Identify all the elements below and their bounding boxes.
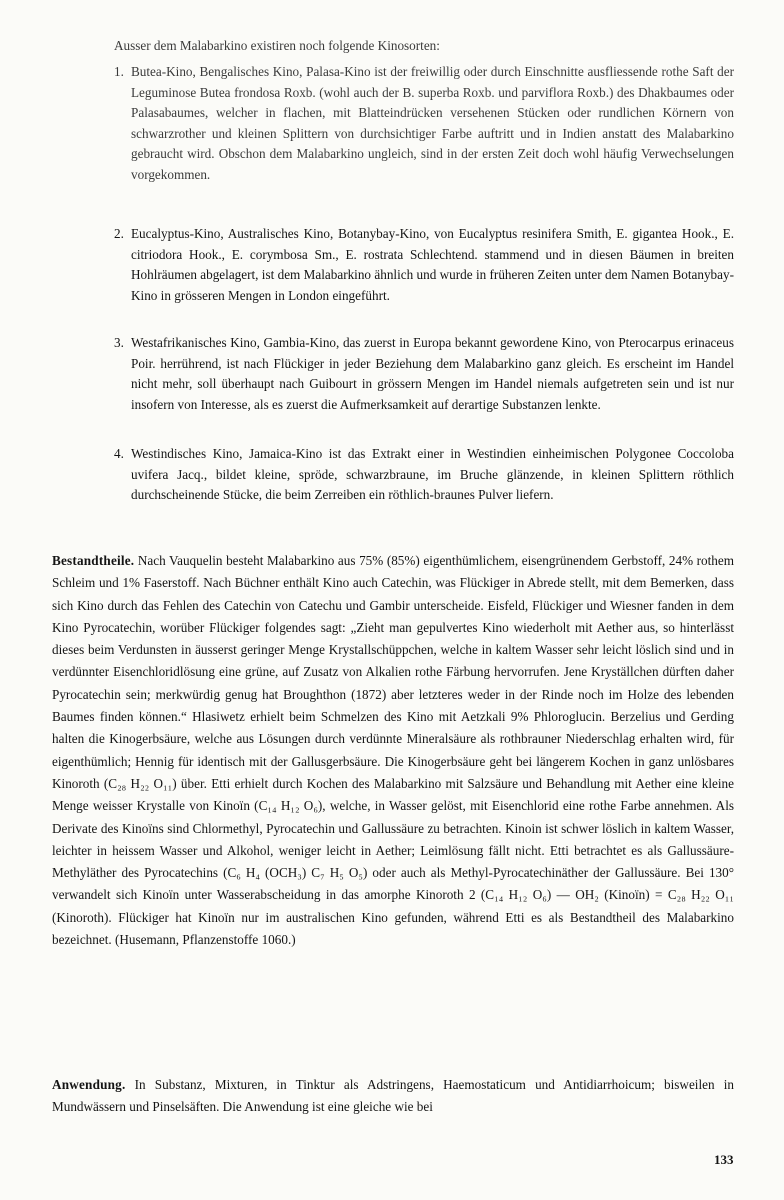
list-item-number: 4. (114, 446, 124, 461)
list-item-text: Butea-Kino, Bengalisches Kino, Palasa-Kino ist der freiwillig oder durch Einschnitte ausfliessende rothe Saft der Leguminose Butea frondosa Roxb. (wohl auch der B. superba Roxb. und parviflora Roxb.) des Dhakbaumes oder Palasabaumes, welcher in flachen, mit Blatteindrücken versehenen Stücken oder rundlichen Körnern von schwarzrother und kleinen Splittern von durchsichtiger Farbe auftritt und in Indien anstatt des Malabarkino gebraucht wird. Obschon dem Malabarkino ungleich, sind in der ersten Zeit doch wohl häufig Verwechselungen vorgekommen. (131, 64, 734, 182)
list-item-butea-kino (114, 62, 734, 185)
list-item-eucalyptus-kino (114, 224, 734, 306)
list-item-number: 2. (114, 226, 124, 241)
page-number: 133 (714, 1152, 734, 1167)
list-item-text: Westindisches Kino, Jamaica-Kino ist das Extrakt einer in Westindien einheimischen Polygonee Coccoloba uvifera Jacq., bildet kleine, spröde, schwarzbraune, im Bruche glänzende, in kleinen Splittern röthlich durchscheinende Stücke, die beim Zerreiben ein röthlich-braunes Pulver liefern. (131, 446, 734, 502)
section-heading: Bestandtheile. (52, 553, 135, 568)
intro-line: Ausser dem Malabarkino existiren noch folgende Kinosorten: (114, 38, 440, 53)
section-anwendung (52, 1074, 734, 1119)
section-text: In Substanz, Mixturen, in Tinktur als Adstringens, Haemostaticum und Antidiarrhoicum; bisweilen in Mundwässern und Pinselsäften. Die Anwendung ist eine gleiche wie bei (52, 1077, 735, 1115)
list-item-number: 1. (114, 64, 124, 79)
section-text: Nach Vauquelin besteht Malabarkino aus 75% (85%) eigenthümlichem, eisengrünendem Gerbstoff, 24% rothem Schleim und 1% Faserstoff. Nach Büchner enthält Kino auch Catechin, was Flückiger in Abrede stellt, mit dem Bemerken, dass sich Kino durch das Fehlen des Catechin von Catechu und Gambir unterscheide. Eisfeld, Flückiger und Wiesner fanden in dem Kino Pyrocatechin, worüber Flückiger folgendes sagt: „Zieht man gepulvertes Kino wiederholt mit Aether aus, so hinterlässt dieses beim Verdunsten in äusserst geringer Menge Krystallschüppchen, welche in kaltem Wasser sehr leicht löslich sind und in verdünnter Eisenchloridlösung eine grüne, auf Zusatz von Alkalien rothe Färbung hervorrufen. Jene Kryställchen dürften daher Pyrocatechin sein; merkwürdig genug hat Broughthon (1872) aber letzteres weder in der Rinde noch im Holze des lebenden Baumes finden können.“ Hlasiwetz erhielt beim Schmelzen des Kino mit Aetzkali 9% Phloroglucin. Berzelius und Gerding halten die Kinogerbsäure, welche aus Lösungen durch verdünnte Mineralsäure als rothbrauner Niederschlag erhalten wird, für eigenthümlich; Hennig für identisch mit der Gallusgerbsäure. Die Kinogerbsäure geht bei längerem Kochen in ganz unlösbares Kinoroth (C₂₈ H₂₂ O₁₁) über. Etti erhielt durch Kochen des Malabarkino mit Salzsäure und Behandlung mit Aether eine kleine Menge weisser Krystalle von Kinoïn (C₁₄ H₁₂ O₆), welche, in Wasser gelöst, mit Eisenchlorid eine rothe Farbe annehmen. Als Derivate des Kinoïns sind Chlormethyl, Pyrocatechin und Gallussäure zu betrachten. Kinoin ist schwer löslich in kaltem Wasser, leichter in heissem Wasser und Alkohol, weniger leicht in Aether; Leimlösung fällt nicht. Etti betrachtet es als Gallussäure-Methyläther des Pyrocatechins (C₆ H₄ (OCH₃) C₇ H₅ O₅) oder auch als Methyl-Pyrocatechinäther der Gallussäure. Bei 130° verwandelt sich Kinoïn unter Wasserabscheidung in das amorphe Kinoroth 2 (C₁₄ H₁₂ O₆) — OH₂ (Kinoïn) = C₂₈ H₂₂ O₁₁ (Kinoroth). Flückiger hat Kinoïn nur im australischen Kino gefunden, während Etti es als Bestandtheil des Malabarkino bezeichnet. (Husemann, Pflanzenstoffe 1060.) (52, 553, 735, 948)
list-item-text: Westafrikanisches Kino, Gambia-Kino, das zuerst in Europa bekannt gewordene Kino, von Pterocarpus erinaceus Poir. herrührend, ist nach Flückiger in jeder Beziehung dem Malabarkino ganz gleich. Es erscheint im Handel nicht mehr, soll überhaupt nach Guibourt in grössern Mengen im Handel niemals aufgetreten sein und ist nur insofern von Interesse, als es zuerst die Aufmerksamkeit auf derartige Substanzen lenkte. (131, 335, 734, 412)
list-item-westafrikanisches-kino (114, 333, 734, 415)
section-bestandtheile (52, 550, 734, 951)
list-item-westindisches-kino (114, 444, 734, 506)
list-item-number: 3. (114, 335, 124, 350)
list-item-text: Eucalyptus-Kino, Australisches Kino, Botanybay-Kino, von Eucalyptus resinifera Smith, E. gigantea Hook., E. citriodora Hook., E. corymbosa Sm., E. rostrata Schlechtend. stammend und in diesen Bäumen in breiten Hohlräumen abgelagert, ist dem Malabarkino ähnlich und wurde in früheren Zeiten unter dem Namen Botanybay-Kino in grösseren Mengen in London eingeführt. (131, 226, 734, 303)
section-heading: Anwendung. (52, 1077, 126, 1092)
